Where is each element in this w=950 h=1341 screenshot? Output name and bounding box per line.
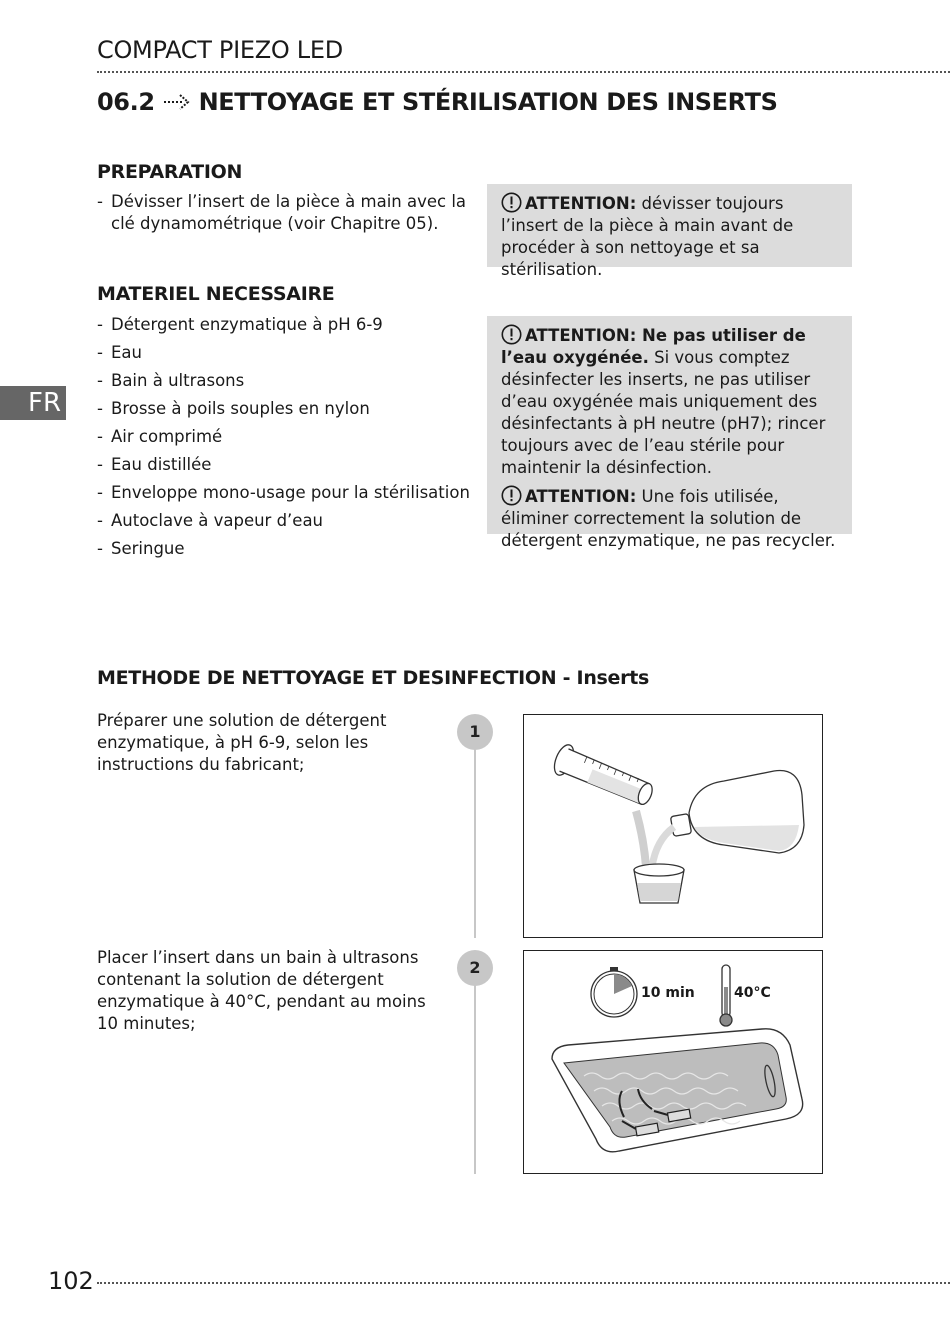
method-heading-suffix: - Inserts <box>556 667 649 689</box>
figure-ultrasonic-bath <box>523 950 823 1174</box>
step-2-timeline <box>474 984 476 1174</box>
attention-label: ATTENTION: <box>525 194 637 213</box>
list-item: - Air comprimé <box>97 426 477 454</box>
attention-paragraph <box>501 324 838 479</box>
attention-paragraph <box>501 485 838 552</box>
attention-text: dévisser toujours l’insert de la pièce à main avant de procéder à son nettoyage et sa stérilisation. <box>501 194 794 279</box>
stopwatch-icon <box>591 967 637 1017</box>
step-2-text: Placer l’insert dans un bain à ultrasons contenant la solution de détergent enzymatique à 40°C, pendant au moins 10 minutes; <box>97 948 426 1033</box>
list-item: - Autoclave à vapeur d’eau <box>97 510 477 538</box>
method-heading <box>97 667 649 689</box>
list-item: - Brosse à poils souples en nylon <box>97 398 477 426</box>
materials-list <box>97 314 477 566</box>
warning-circle-icon <box>501 324 522 345</box>
language-tab: FR <box>0 386 66 420</box>
step-1-number: 1 <box>457 714 493 750</box>
figure-pour-detergent <box>523 714 823 938</box>
thermometer-icon <box>720 965 732 1026</box>
page-number: 102 <box>48 1267 94 1295</box>
section-number: 06.2 <box>97 88 155 116</box>
materials-heading: MATERIEL NECESSAIRE <box>97 283 335 305</box>
list-item: - Enveloppe mono-usage pour la stérilisation <box>97 482 477 510</box>
temperature-label: 40°C <box>734 985 771 1001</box>
list-item: - Bain à ultrasons <box>97 370 477 398</box>
pour-detergent-illustration <box>524 715 821 936</box>
step-1-text: Préparer une solution de détergent enzymatique, à pH 6-9, selon les instructions du fabricant; <box>97 711 387 774</box>
warning-circle-icon <box>501 192 522 213</box>
attention-label: ATTENTION: <box>525 487 637 506</box>
list-item: - Dévisser l’insert de la pièce à main avec la clé dynamométrique (voir Chapitre 05). <box>97 191 472 235</box>
warning-circle-icon <box>501 485 522 506</box>
list-item: - Eau <box>97 342 477 370</box>
dotted-arrow-icon <box>163 92 191 112</box>
step-2-number: 2 <box>457 950 493 986</box>
footer-divider <box>97 1282 950 1284</box>
attention-text: Une fois utilisée, éliminer correctement la solution de détergent enzymatique, ne pas recycler. <box>501 487 836 550</box>
section-heading: NETTOYAGE ET STÉRILISATION DES INSERTS <box>198 88 778 116</box>
header-divider <box>97 71 950 73</box>
preparation-heading: PREPARATION <box>97 161 243 183</box>
list-item: - Détergent enzymatique à pH 6-9 <box>97 314 477 342</box>
attention-note-1 <box>487 184 852 279</box>
time-label: 10 min <box>641 985 695 1001</box>
attention-text: Si vous comptez désinfecter les inserts, ne pas utiliser d’eau oxygénée mais uniquement des désinfectants à pH neutre (pH7); rincer toujours avec de l’eau stérile pour maintenir la désinfection. <box>501 348 826 477</box>
list-item: - Eau distillée <box>97 454 477 482</box>
document-header-title: COMPACT PIEZO LED <box>97 36 343 64</box>
attention-note-2 <box>487 316 852 550</box>
method-heading-main: METHODE DE NETTOYAGE ET DESINFECTION <box>97 667 557 689</box>
attention-label: ATTENTION: Ne pas utiliser de l’eau oxygénée. <box>501 326 806 367</box>
list-item: - Seringue <box>97 538 477 566</box>
step-1-timeline <box>474 748 476 938</box>
section-title <box>97 88 778 116</box>
preparation-list <box>97 191 472 235</box>
